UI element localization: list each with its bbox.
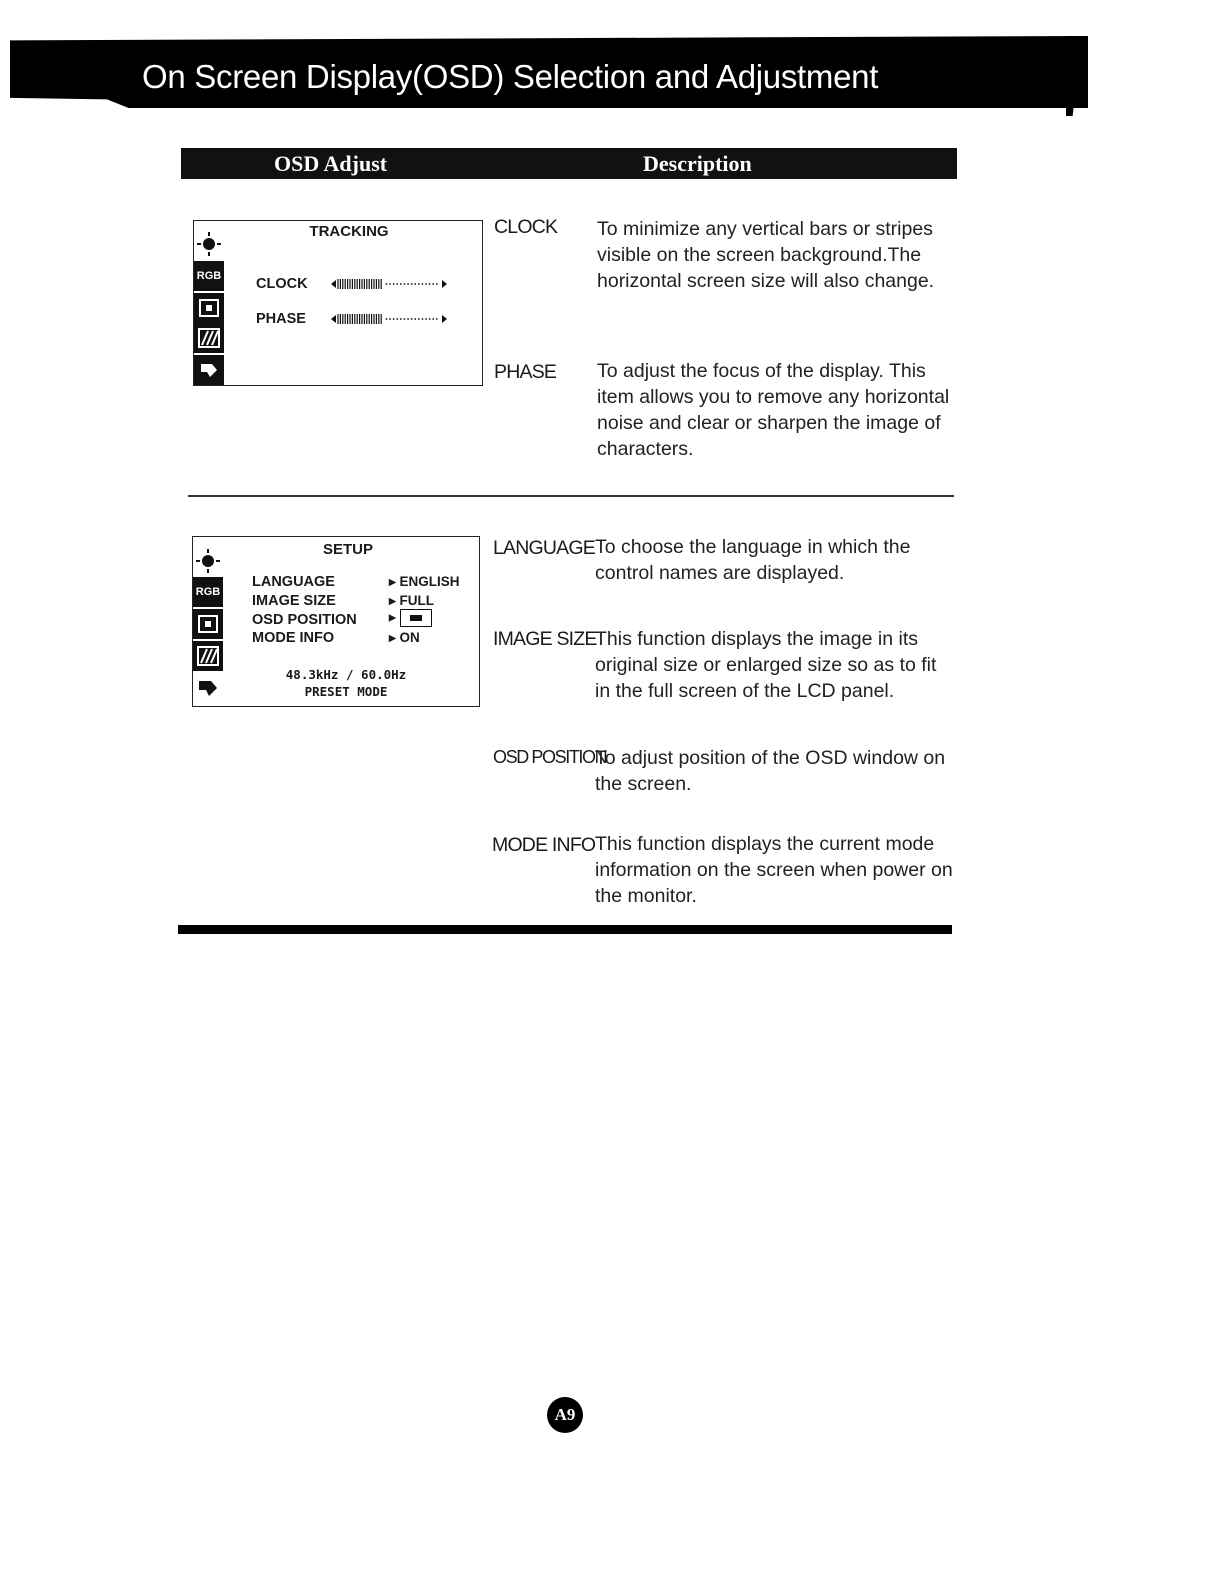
slider-empty-dot	[396, 318, 398, 320]
slider-empty-dot	[386, 283, 388, 285]
desc-phase: To adjust the focus of the display. This item allows you to remove any horizontal noise and clear or sharpen the image of characters.	[597, 360, 950, 460]
brightness-icon	[194, 229, 224, 259]
slider-empty-dot	[400, 283, 402, 285]
position-icon	[193, 609, 223, 639]
page-number: A9	[547, 1397, 583, 1433]
desc-clock: To minimize any vertical bars or stripes visible on the screen background.The horizontal screen size will also change.	[597, 218, 935, 292]
setup-preset-mode: PRESET MODE	[304, 684, 388, 699]
term-osd-position: OSD POSITION	[493, 747, 607, 767]
term-language: LANGUAGE	[493, 537, 595, 559]
slider-left-arrow	[331, 280, 336, 288]
slider-empty-dot	[414, 318, 416, 320]
arrow-right-icon: ▸	[389, 609, 396, 625]
clock-slider[interactable]	[331, 277, 447, 291]
slider-left-arrow	[331, 315, 336, 323]
arrow-right-icon: ▸	[389, 593, 400, 608]
tracking-menu-title: TRACKING	[309, 223, 389, 240]
slider-empty-dot	[400, 318, 402, 320]
setup-mode-info-label: MODE INFO	[252, 630, 335, 646]
term-image-size: IMAGE SIZE	[493, 628, 597, 650]
slider-empty-dot	[386, 318, 388, 320]
slider-empty-dot	[393, 318, 395, 320]
tracking-phase-label: PHASE	[256, 311, 306, 327]
term-mode-info: MODE INFO	[492, 834, 596, 856]
slider-empty-dot	[432, 318, 434, 320]
slider-empty-dot	[404, 318, 406, 320]
term-clock: CLOCK	[494, 216, 558, 238]
tracking-icon	[193, 641, 223, 671]
page-title: On Screen Display(OSD) Selection and Adjustment	[142, 58, 879, 95]
icon-strip	[193, 537, 223, 706]
slider-empty-dot	[432, 283, 434, 285]
setup-osd-position-label: OSD POSITION	[252, 612, 357, 628]
slider-empty-dot	[407, 318, 409, 320]
rgb-icon	[193, 577, 223, 607]
footer-rule	[178, 925, 952, 934]
slider-graphic	[331, 312, 447, 326]
desc-mode-info: This function displays the current mode information on the screen when power on the monitor.	[595, 833, 953, 907]
column-header-description: Description	[643, 151, 752, 176]
slider-empty-dot	[393, 283, 395, 285]
slider-empty-dot	[418, 318, 420, 320]
rgb-icon-text: RGB	[195, 586, 221, 598]
tracking-osd-window	[193, 220, 483, 386]
setup-mode-info-value[interactable]: ▸ ON	[389, 630, 420, 645]
setup-image-size-value[interactable]: ▸ FULL	[389, 593, 435, 608]
slider-empty-dot	[389, 318, 391, 320]
osd-position-box-icon	[400, 609, 432, 627]
slider-empty-dot	[425, 318, 427, 320]
icon-strip	[194, 221, 224, 385]
slider-empty-dot	[396, 283, 398, 285]
column-header-osd-adjust: OSD Adjust	[274, 151, 388, 176]
rgb-icon	[194, 261, 224, 291]
desc-image-size: This function displays the image in its original size or enlarged size so as to fit in the full screen of the LCD panel.	[595, 628, 937, 702]
slider-empty-dot	[436, 318, 438, 320]
setup-icon	[193, 673, 223, 703]
rgb-icon-text: RGB	[196, 270, 222, 282]
tracking-clock-label: CLOCK	[256, 276, 308, 292]
position-icon	[194, 293, 224, 323]
slider-empty-dot	[422, 318, 424, 320]
slider-empty-dot	[389, 283, 391, 285]
tracking-icon	[194, 323, 224, 353]
setup-language-label: LANGUAGE	[252, 574, 335, 590]
arrow-right-icon: ▸	[389, 630, 400, 645]
desc-osd-position: To adjust position of the OSD window on the screen.	[595, 747, 946, 795]
slider-graphic	[331, 277, 447, 291]
slider-empty-dot	[411, 283, 413, 285]
slider-empty-dot	[436, 283, 438, 285]
brightness-icon	[193, 546, 223, 576]
slider-empty-dot	[414, 283, 416, 285]
slider-empty-dot	[411, 318, 413, 320]
setup-language-value[interactable]: ▸ ENGLISH	[389, 574, 460, 589]
slider-empty-dot	[425, 283, 427, 285]
phase-slider[interactable]	[331, 312, 447, 326]
slider-empty-dot	[422, 283, 424, 285]
slider-empty-dot	[404, 283, 406, 285]
slider-empty-dot	[418, 283, 420, 285]
setup-menu-title: SETUP	[322, 541, 373, 558]
slider-empty-dot	[407, 283, 409, 285]
slider-right-arrow	[442, 280, 447, 288]
setup-frequency: 48.3kHz / 60.0Hz	[285, 667, 407, 682]
setup-icon	[194, 355, 224, 385]
arrow-right-icon: ▸	[389, 574, 400, 589]
setup-osd-position-value[interactable]	[389, 609, 432, 627]
section-divider	[188, 495, 954, 497]
slider-right-arrow	[442, 315, 447, 323]
term-phase: PHASE	[494, 361, 557, 383]
setup-image-size-label: IMAGE SIZE	[252, 593, 336, 609]
slider-empty-dot	[429, 283, 431, 285]
slider-empty-dot	[429, 318, 431, 320]
desc-language: To choose the language in which the control names are displayed.	[595, 536, 911, 584]
setup-osd-window	[192, 536, 480, 707]
